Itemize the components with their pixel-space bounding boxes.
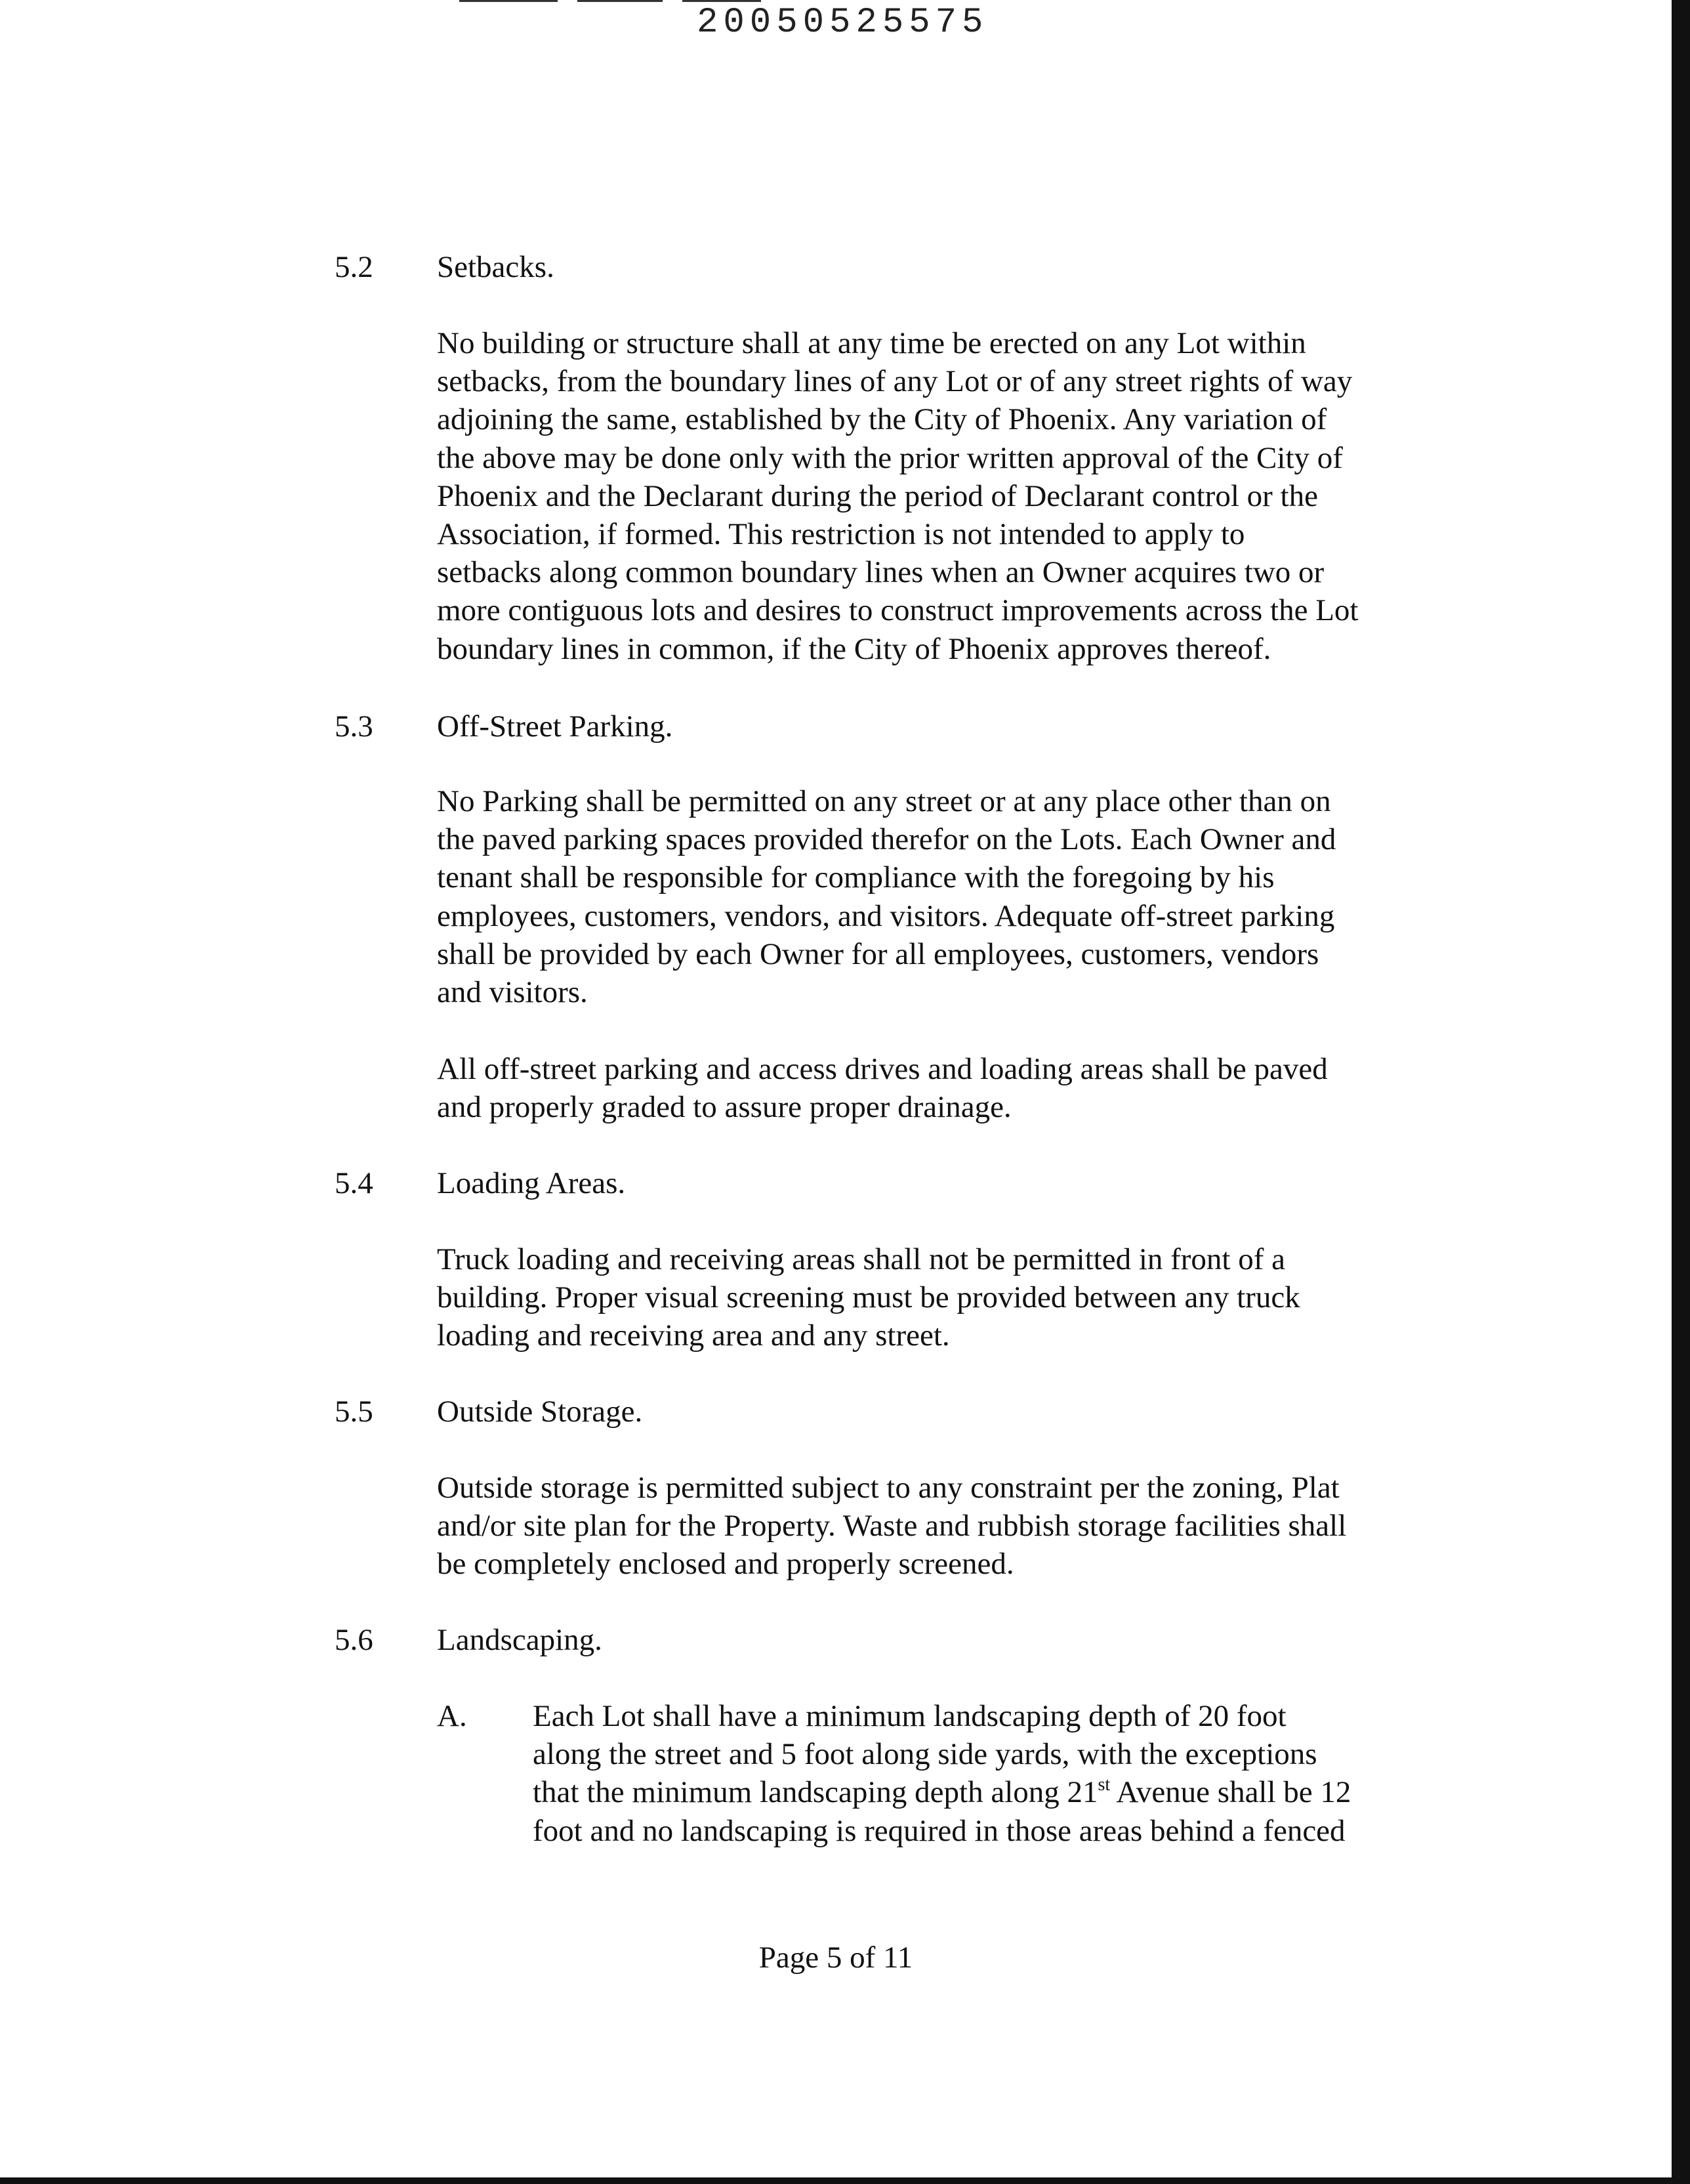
section-title: Landscaping. (437, 1623, 602, 1657)
section-paragraph (437, 324, 1441, 668)
paragraph-line: loading and receiving area and any street. (437, 1318, 950, 1353)
paragraph-line: Association, if formed. This restriction is not intended to apply to (437, 517, 1245, 552)
section-paragraph (437, 782, 1441, 1011)
list-item-line (533, 1773, 1451, 1811)
paragraph-line: setbacks, from the boundary lines of any Lot or of any street rights of way (437, 364, 1353, 399)
section-number: 5.5 (335, 1395, 373, 1429)
top-scan-rule (682, 0, 761, 2)
paragraph-line: be completely enclosed and properly screened. (437, 1547, 1014, 1582)
paragraph-line: and properly graded to assure proper drainage. (437, 1090, 1012, 1125)
paragraph-line: Truck loading and receiving areas shall not be permitted in front of a (437, 1242, 1286, 1276)
paragraph-line: and/or site plan for the Property. Waste and rubbish storage facilities shall (437, 1509, 1347, 1544)
top-scan-rule (459, 0, 558, 2)
section-number: 5.2 (335, 250, 373, 284)
scan-right-border (1672, 0, 1690, 2184)
paragraph-line: the above may be done only with the prior written approval of the City of (437, 440, 1343, 475)
paragraph-line: No Parking shall be permitted on any street or at any place other than on (437, 784, 1331, 818)
paragraph-line: employees, customers, vendors, and visitors. Adequate off-street parking (437, 898, 1335, 933)
list-item-line-end: Avenue shall be 12 (1110, 1775, 1351, 1810)
section-paragraph (437, 1469, 1441, 1584)
paragraph-line: shall be provided by each Owner for all employees, customers, vendors (437, 936, 1319, 971)
paragraph-line: All off-street parking and access drives and loading areas shall be paved (437, 1052, 1328, 1086)
section-title: Setbacks. (437, 250, 554, 284)
paragraph-line: and visitors. (437, 975, 588, 1010)
paragraph-line: setbacks along common boundary lines when an Owner acquires two or (437, 555, 1325, 590)
list-marker: A. (437, 1699, 467, 1733)
page-number: Page 5 of 11 (758, 1941, 913, 1975)
list-item-text (533, 1697, 1451, 1850)
section-paragraph (437, 1050, 1441, 1126)
list-item-line-start: that the minimum landscaping depth along 21 (533, 1775, 1098, 1810)
paragraph-line: No building or structure shall at any time be erected on any Lot within (437, 326, 1306, 360)
section-number: 5.6 (335, 1623, 373, 1657)
paragraph-line: building. Proper visual screening must be provided between any truck (437, 1280, 1300, 1315)
paragraph-line: tenant shall be responsible for compliance with the foregoing by his (437, 860, 1275, 895)
section-title: Outside Storage. (437, 1395, 643, 1429)
paragraph-line: more contiguous lots and desires to construct improvements across the Lot (437, 593, 1359, 628)
paragraph-line: Phoenix and the Declarant during the period of Declarant control or the (437, 478, 1318, 513)
paragraph-line: the paved parking spaces provided therefor on the Lots. Each Owner and (437, 822, 1336, 857)
paragraph-line: boundary lines in common, if the City of Phoenix approves thereof. (437, 631, 1271, 666)
list-item-line: along the street and 5 foot along side yards, with the exceptions (533, 1737, 1317, 1772)
section-title: Off-Street Parking. (437, 709, 673, 744)
section-number: 5.3 (335, 709, 373, 744)
list-item-line: foot and no landscaping is required in those areas behind a fenced (533, 1813, 1346, 1848)
recording-number: 20050525575 (697, 3, 989, 43)
list-item-line: Each Lot shall have a minimum landscaping depth of 20 foot (533, 1699, 1287, 1733)
top-scan-rule (577, 0, 663, 2)
section-number: 5.4 (335, 1166, 373, 1200)
paragraph-line: Outside storage is permitted subject to any constraint per the zoning, Plat (437, 1471, 1340, 1505)
paragraph-line: adjoining the same, established by the City of Phoenix. Any variation of (437, 402, 1327, 437)
ordinal-suffix: st (1098, 1774, 1111, 1796)
section-title: Loading Areas. (437, 1166, 626, 1200)
section-paragraph (437, 1240, 1441, 1355)
scan-bottom-border (0, 2177, 1690, 2184)
